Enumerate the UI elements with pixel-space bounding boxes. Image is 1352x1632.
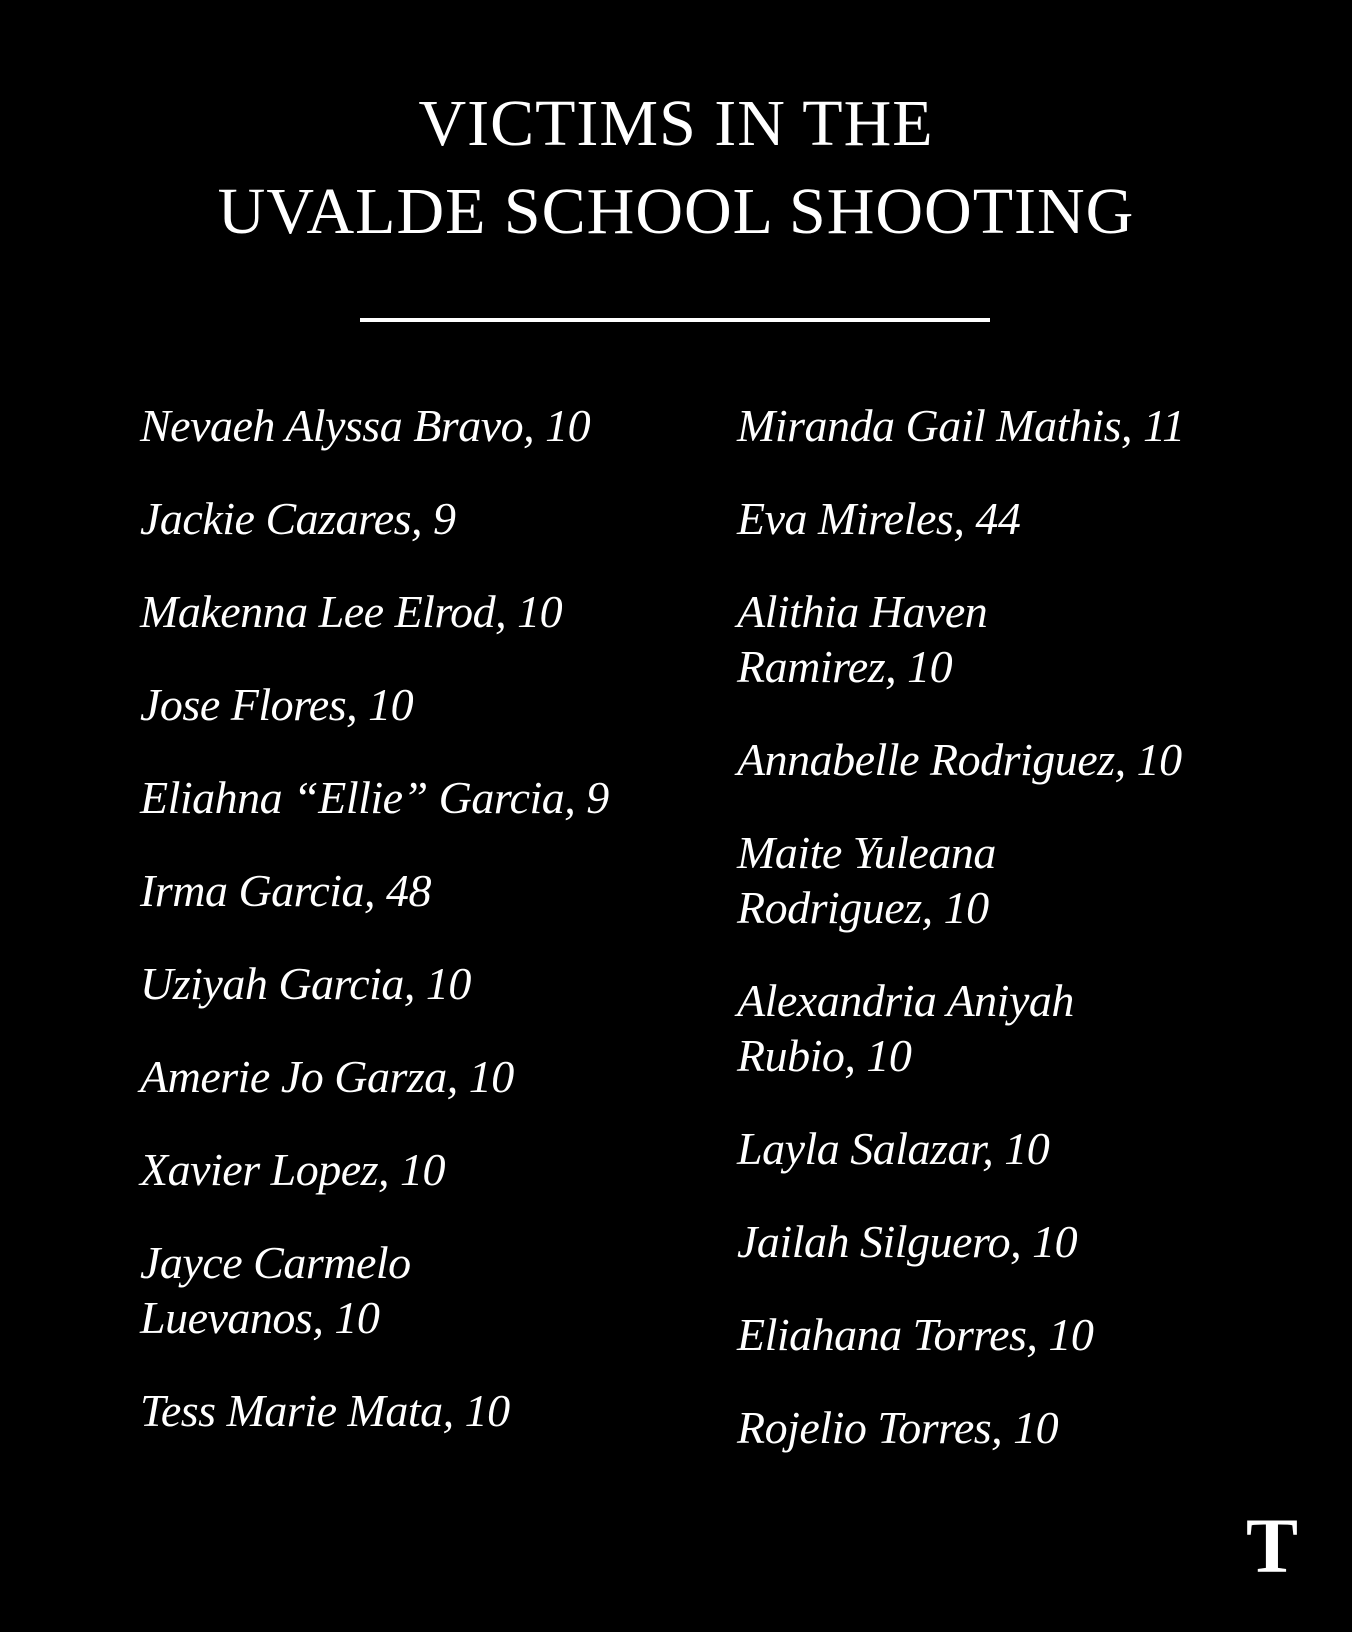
title-divider bbox=[360, 318, 990, 322]
victim-name: Jailah Silguero, 10 bbox=[737, 1216, 1078, 1267]
victim-name: Irma Garcia, 48 bbox=[140, 865, 432, 916]
victim-name: Eliahana Torres, 10 bbox=[737, 1309, 1094, 1360]
page-title bbox=[0, 80, 1352, 256]
title-line-2: UVALDE SCHOOL SHOOTING bbox=[217, 175, 1135, 248]
victim-name: Miranda Gail Mathis, 11 bbox=[737, 400, 1185, 451]
victim-name: Layla Salazar, 10 bbox=[737, 1123, 1050, 1174]
victim-name: Alexandria Aniyah Rubio, 10 bbox=[737, 975, 1074, 1081]
victim-name: Xavier Lopez, 10 bbox=[140, 1144, 446, 1195]
victim-name: Amerie Jo Garza, 10 bbox=[140, 1051, 514, 1102]
victim-name: Eliahna “Ellie” Garcia, 9 bbox=[140, 772, 609, 823]
nyt-t-logo-icon bbox=[1240, 1508, 1304, 1582]
title-line-1: VICTIMS IN THE bbox=[418, 87, 934, 160]
victim-name: Maite Yuleana Rodriguez, 10 bbox=[737, 827, 996, 933]
victim-name: Eva Mireles, 44 bbox=[737, 493, 1021, 544]
victim-name: Makenna Lee Elrod, 10 bbox=[140, 586, 563, 637]
victim-name: Jayce Carmelo Luevanos, 10 bbox=[140, 1237, 411, 1343]
nyt-t-glyph: T bbox=[1245, 1508, 1299, 1582]
victim-list-left bbox=[140, 398, 700, 1476]
victim-list-right bbox=[737, 398, 1297, 1493]
victim-name: Rojelio Torres, 10 bbox=[737, 1402, 1059, 1453]
victim-name: Tess Marie Mata, 10 bbox=[140, 1385, 510, 1436]
victim-name: Annabelle Rodriguez, 10 bbox=[737, 734, 1182, 785]
victim-name: Jose Flores, 10 bbox=[140, 679, 414, 730]
victim-name: Jackie Cazares, 9 bbox=[140, 493, 456, 544]
victim-name: Nevaeh Alyssa Bravo, 10 bbox=[140, 400, 591, 451]
victim-name: Alithia Haven Ramirez, 10 bbox=[737, 586, 988, 692]
victim-name: Uziyah Garcia, 10 bbox=[140, 958, 471, 1009]
